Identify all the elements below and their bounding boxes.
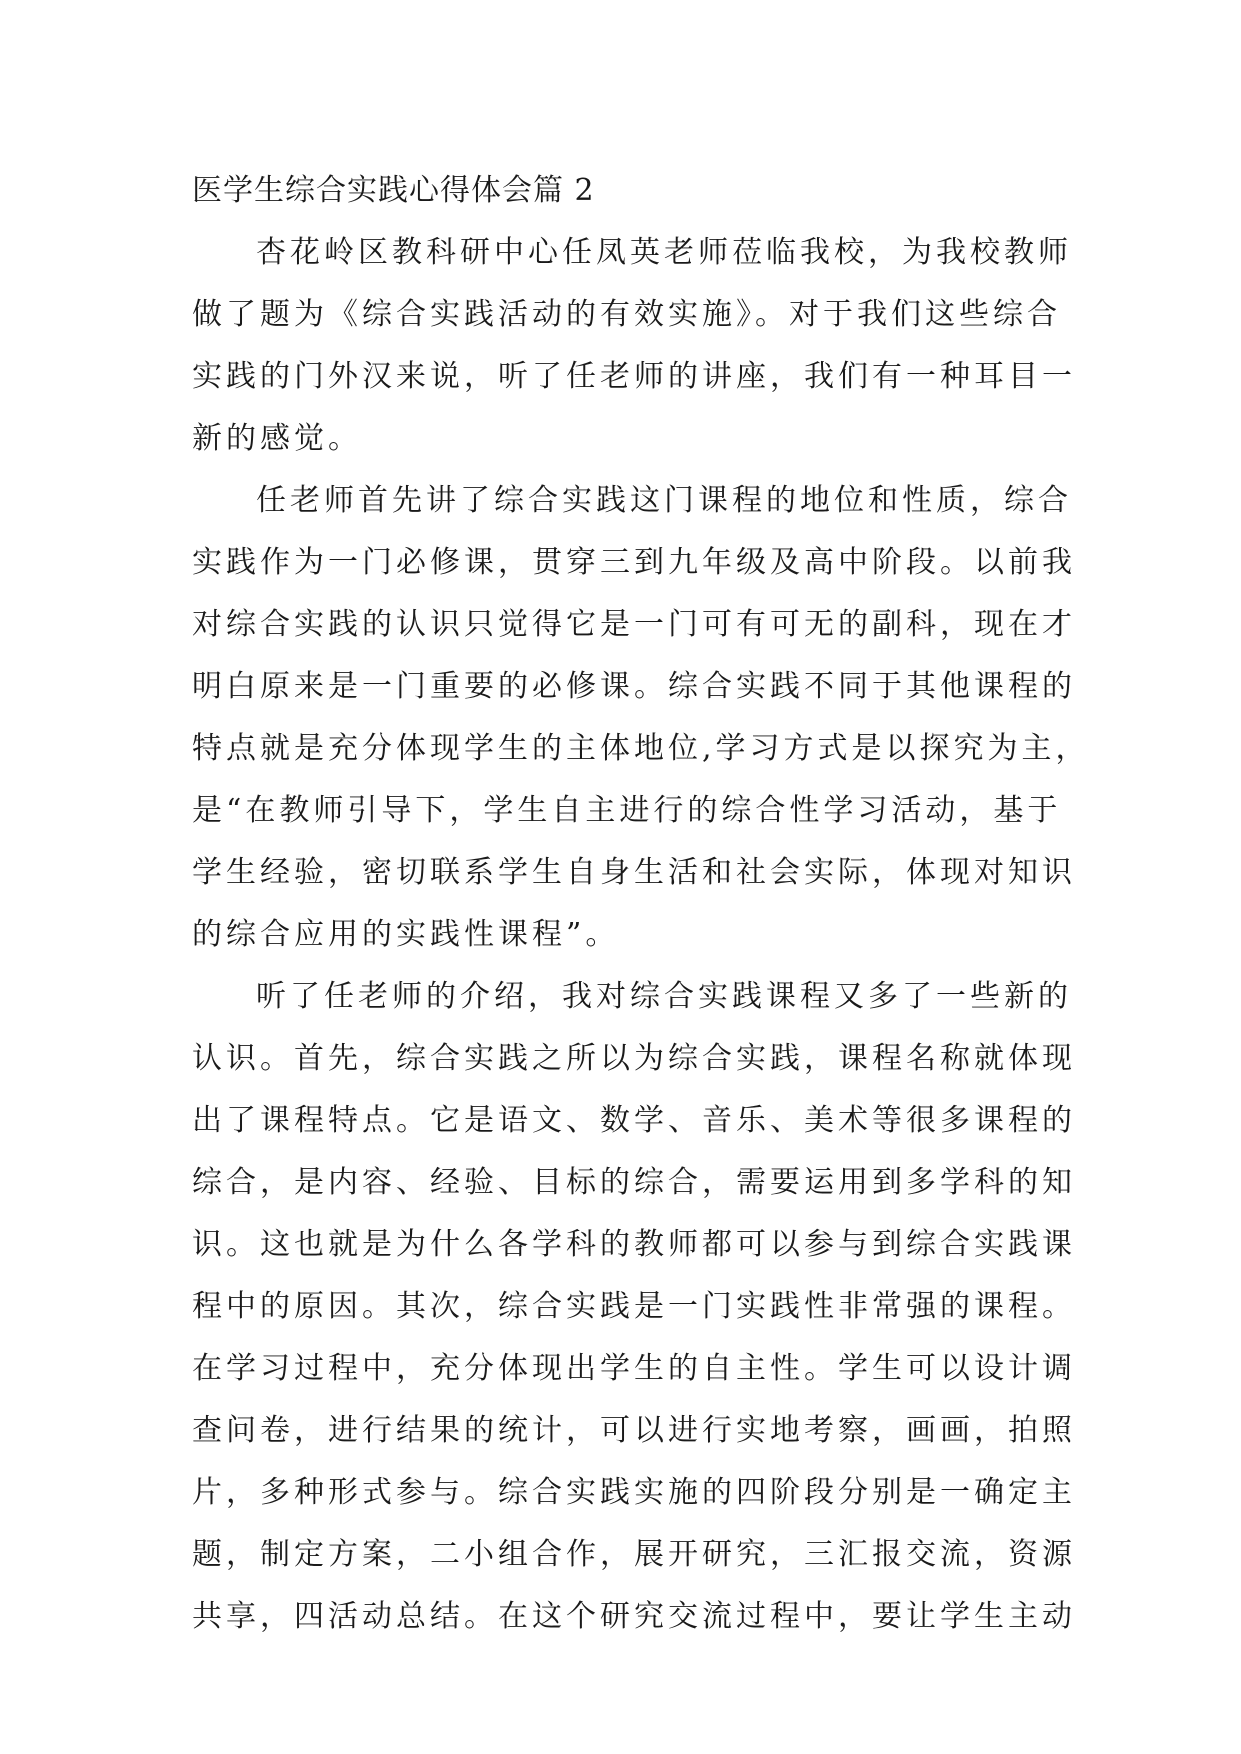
- text-line: 认识。首先，综合实践之所以为综合实践，课程名称就体现: [192, 1041, 1076, 1076]
- text-line: 听了任老师的介绍，我对综合实践课程又多了一些新的: [256, 979, 1072, 1014]
- text-line: 共享，四活动总结。在这个研究交流过程中，要让学生主动: [192, 1599, 1076, 1634]
- text-line: 做了题为《综合实践活动的有效实施》。对于我们这些综合: [192, 297, 1061, 332]
- text-line: 新的感觉。: [192, 421, 362, 456]
- text-line: 识。这也就是为什么各学科的教师都可以参与到综合实践课: [192, 1227, 1076, 1262]
- text-line: 学生经验，密切联系学生自身生活和社会实际，体现对知识: [192, 855, 1076, 890]
- text-line: 综合，是内容、经验、目标的综合，需要运用到多学科的知: [192, 1165, 1076, 1200]
- document-title: 医学生综合实践心得体会篇 2: [192, 173, 595, 208]
- text-line: 是“在教师引导下，学生自主进行的综合性学习活动，基于: [192, 793, 1062, 828]
- document-body: [192, 160, 1090, 1648]
- text-line: 片，多种形式参与。综合实践实施的四阶段分别是一确定主: [192, 1475, 1076, 1510]
- text-line: 明白原来是一门重要的必修课。综合实践不同于其他课程的: [192, 669, 1076, 704]
- text-line: 杏花岭区教科研中心任凤英老师莅临我校，为我校教师: [256, 235, 1072, 270]
- text-line: 题，制定方案，二小组合作，展开研究，三汇报交流，资源: [192, 1537, 1076, 1572]
- text-line: 出了课程特点。它是语文、数学、音乐、美术等很多课程的: [192, 1103, 1076, 1138]
- text-line: 任老师首先讲了综合实践这门课程的地位和性质，综合: [256, 483, 1072, 518]
- text-line: 对综合实践的认识只觉得它是一门可有可无的副科，现在才: [192, 607, 1076, 642]
- text-line: 特点就是充分体现学生的主体地位,学习方式是以探究为主，: [192, 731, 1090, 766]
- text-line: 的综合应用的实践性课程”。: [192, 917, 620, 952]
- text-line: 程中的原因。其次，综合实践是一门实践性非常强的课程。: [192, 1289, 1076, 1324]
- text-line: 在学习过程中，充分体现出学生的自主性。学生可以设计调: [192, 1351, 1076, 1386]
- text-lines: [192, 222, 1090, 1648]
- text-line: 实践的门外汉来说，听了任老师的讲座，我们有一种耳目一: [192, 359, 1076, 394]
- text-line: 查问卷，进行结果的统计，可以进行实地考察，画画，拍照: [192, 1413, 1076, 1448]
- text-line: 实践作为一门必修课，贯穿三到九年级及高中阶段。以前我: [192, 545, 1076, 580]
